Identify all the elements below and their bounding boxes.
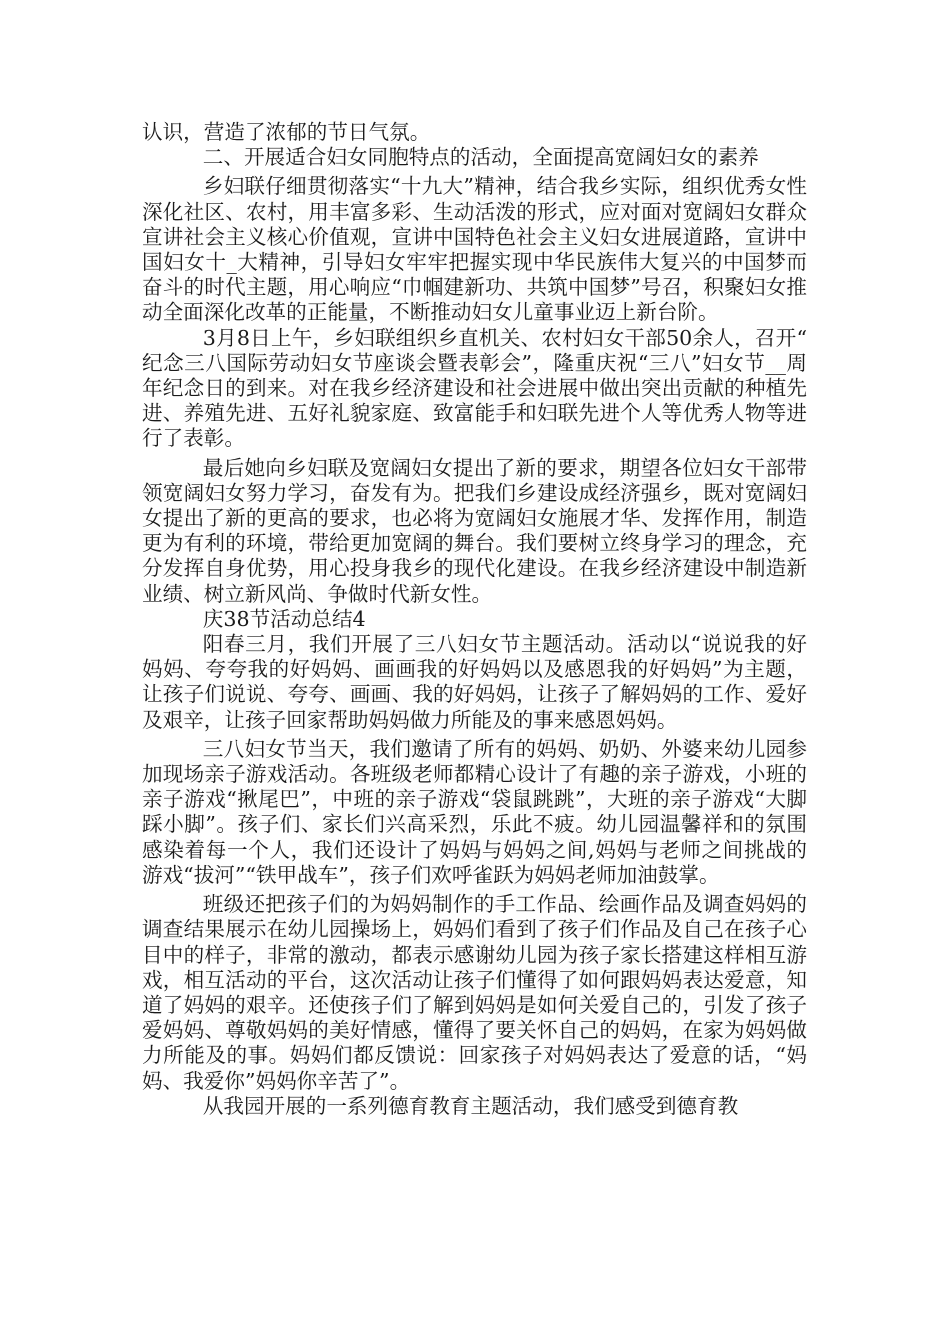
- paragraph-continuation: 认识，营造了浓郁的节日气氛。: [142, 120, 431, 144]
- paragraph: 班级还把孩子们的为妈妈制作的手工作品、绘画作品及调查妈妈的调查结果展示在幼儿园操场上，妈妈们看到了孩子们作品及自己在孩子心目中的样子，非常的激动，都表示感谢幼儿园为孩子家长搭建这样相互游戏，相互活动的平台，这次活动让孩子们懂得了如何跟妈妈表达爱意，知道了妈妈的艰辛。还使孩子们了解到妈妈是如何关爱自己的，引发了孩子爱妈妈、尊敬妈妈的美好情感，懂得了要关怀自己的妈妈，在家为妈妈做力所能及的事。妈妈们都反馈说：回家孩子对妈妈表达了爱意的话，“妈妈、我爱你”妈妈你辛苦了”。: [142, 892, 807, 1093]
- paragraph: 从我园开展的一系列德育教育主题活动，我们感受到德育教: [202, 1093, 739, 1118]
- article-title: 庆38节活动总结4: [202, 606, 366, 631]
- section-heading: 二、开展适合妇女同胞特点的活动，全面提高宽阔妇女的素养: [202, 145, 759, 170]
- paragraph: 乡妇联仔细贯彻落实“十九大”精神，结合我乡实际，组织优秀女性深化社区、农村，用丰富多彩、生动活泼的形式，应对面对宽阔妇女群众宣讲社会主义核心价值观，宣讲中国特色社会主义妇女进展道路，宣讲中国妇女十_大精神，引导妇女牢牢把握实现中华民族伟大复兴的中国梦而奋斗的时代主题，用心响应“巾帼建新功、共筑中国梦”号召，积聚妇女推动全面深化改革的正能量，不断推动妇女儿童事业迈上新台阶。: [142, 174, 807, 325]
- paragraph: 阳春三月，我们开展了三八妇女节主题活动。活动以“说说我的好妈妈、夸夸我的好妈妈、画画我的好妈妈以及感恩我的好妈妈”为主题，让孩子们说说、夸夸、画画、我的好妈妈，让孩子了解妈妈的工作、爱好及艰辛，让孩子回家帮助妈妈做力所能及的事来感恩妈妈。: [142, 632, 807, 732]
- paragraph: 3月8日上午，乡妇联组织乡直机关、农村妇女干部50余人，召开“纪念三八国际劳动妇女节座谈会暨表彰会”，隆重庆祝“三八”妇女节__周年纪念日的到来。对在我乡经济建设和社会进展中做出突出贡献的种植先进、养殖先进、五好礼貌家庭、致富能手和妇联先进个人等优秀人物等进行了表彰。: [142, 325, 807, 451]
- paragraph: 三八妇女节当天，我们邀请了所有的妈妈、奶奶、外婆来幼儿园参加现场亲子游戏活动。各班级老师都精心设计了有趣的亲子游戏，小班的亲子游戏“揪尾巴”，中班的亲子游戏“袋鼠跳跳”，大班的亲子游戏“大脚踩小脚”。孩子们、家长们兴高采烈，乐此不疲。幼儿园温馨祥和的氛围感染着每一个人，我们还设计了妈妈与妈妈之间,妈妈与老师之间挑战的游戏“拔河”“铁甲战车”，孩子们欢呼雀跃为妈妈老师加油鼓掌。: [142, 736, 807, 887]
- document-body: [142, 120, 807, 1119]
- paragraph: 最后她向乡妇联及宽阔妇女提出了新的要求，期望各位妇女干部带领宽阔妇女努力学习，奋发有为。把我们乡建设成经济强乡，既对宽阔妇女提出了新的更高的要求，也必将为宽阔妇女施展才华、发挥作用，制造更为有利的环境，带给更加宽阔的舞台。我们要树立终身学习的理念，充分发挥自身优势，用心投身我乡的现代化建设。在我乡经济建设中制造新业绩、树立新风尚、争做时代新女性。: [142, 455, 807, 606]
